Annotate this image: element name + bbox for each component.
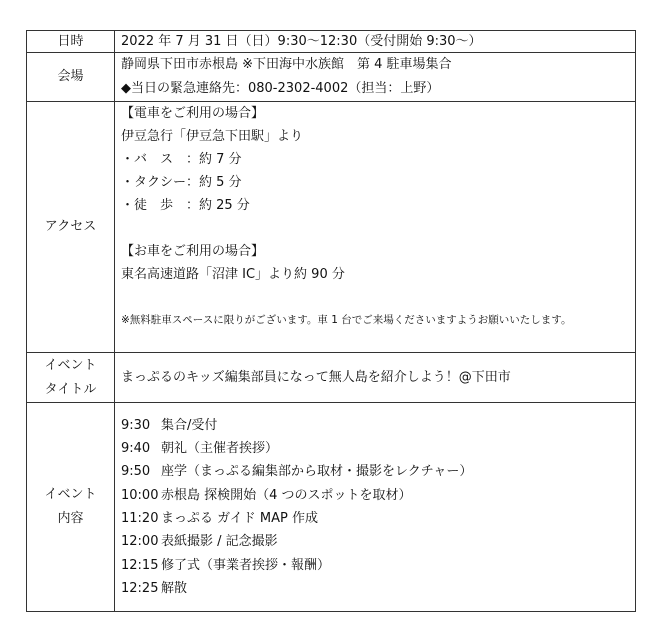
- event-title-label: [27, 353, 115, 402]
- spacer: [121, 217, 635, 240]
- event-content-label: [27, 403, 115, 611]
- train-option-bus: ・バ ス ：約 7 分: [121, 152, 242, 167]
- train-option-taxi: ・タクシー：約 5 分: [121, 175, 242, 190]
- schedule-activity: 朝礼（主催者挨拶）: [161, 441, 279, 457]
- schedule-item: [121, 484, 635, 507]
- schedule-activity: 表紙撮影 / 記念撮影: [161, 534, 278, 550]
- schedule-item: [121, 507, 635, 530]
- datetime-label-text: 日時: [57, 33, 84, 49]
- datetime-row: [26, 30, 636, 52]
- schedule-time: 9:50: [121, 464, 151, 480]
- emergency-contact: ◆当日の緊急連絡先：080-2302-4002（担当：上野）: [121, 81, 440, 96]
- event-content-label-line1: イベント: [44, 487, 97, 502]
- venue-address: 静岡県下田市赤根島 ※下田海中水族館 第 4 駐車場集合: [121, 57, 452, 72]
- spacer: [121, 286, 635, 309]
- schedule-time: 12:25: [121, 580, 159, 596]
- schedule-item: [121, 460, 635, 483]
- event-content-label-line2: 内容: [57, 511, 84, 526]
- event-info-table: [26, 30, 636, 612]
- schedule-time: 10:00: [121, 487, 159, 503]
- parking-note: ※無料駐車スペースに限りがございます。車 1 台でご来場くださいますようお願いいたします。: [121, 314, 572, 326]
- schedule-time: 11:20: [121, 511, 159, 526]
- schedule-item: [121, 530, 635, 553]
- event-schedule: [115, 403, 635, 611]
- access-value-cell: [115, 102, 635, 352]
- access-label: [27, 102, 115, 352]
- schedule-activity: 赤根島 探検開始（4 つのスポットを取材）: [161, 487, 412, 503]
- access-label-text: アクセス: [44, 219, 97, 234]
- datetime-label: [27, 31, 115, 52]
- event-title-value-cell: [115, 353, 635, 402]
- event-content-row: [26, 402, 636, 612]
- schedule-time: 9:30: [121, 417, 151, 433]
- car-heading: 【お車をご利用の場合】: [121, 244, 265, 259]
- schedule-time: 12:00: [121, 534, 159, 550]
- venue-label: [27, 53, 115, 101]
- schedule-activity: 座学（まっぷる編集部から取材・撮影をレクチャー）: [161, 464, 473, 480]
- venue-label-text: 会場: [57, 69, 84, 84]
- venue-row: [26, 52, 636, 101]
- event-title-label-line1: イベント: [44, 357, 97, 373]
- event-title-label-line2: タイトル: [44, 381, 97, 397]
- event-title-row: [26, 352, 636, 402]
- schedule-activity: まっぷる ガイド MAP 作成: [161, 511, 318, 526]
- schedule-item: [121, 437, 635, 460]
- schedule-item: [121, 554, 635, 577]
- schedule-item: [121, 414, 635, 437]
- schedule-time: 9:40: [121, 441, 151, 457]
- event-title-value: まっぷるのキッズ編集部員になって無人島を紹介しよう！@下田市: [121, 369, 511, 385]
- schedule-activity: 集合/受付: [161, 417, 218, 433]
- train-from: 伊豆急行「伊豆急下田駅」より: [121, 129, 304, 144]
- datetime-value-cell: [115, 31, 635, 52]
- car-route: 東名高速道路「沼津 IC」より約 90 分: [121, 267, 345, 282]
- schedule-time: 12:15: [121, 557, 159, 573]
- datetime-value: 2022 年 7 月 31 日（日）9:30～12:30（受付開始 9:30～）: [121, 33, 482, 49]
- schedule-item: [121, 577, 635, 600]
- schedule-activity: 解散: [161, 580, 188, 596]
- train-heading: 【電車をご利用の場合】: [121, 106, 265, 121]
- access-row: [26, 101, 636, 352]
- schedule-activity: 修了式（事業者挨拶・報酬）: [161, 557, 331, 573]
- venue-value-cell: [115, 53, 635, 101]
- train-option-walk: ・徒 歩 ：約 25 分: [121, 198, 250, 213]
